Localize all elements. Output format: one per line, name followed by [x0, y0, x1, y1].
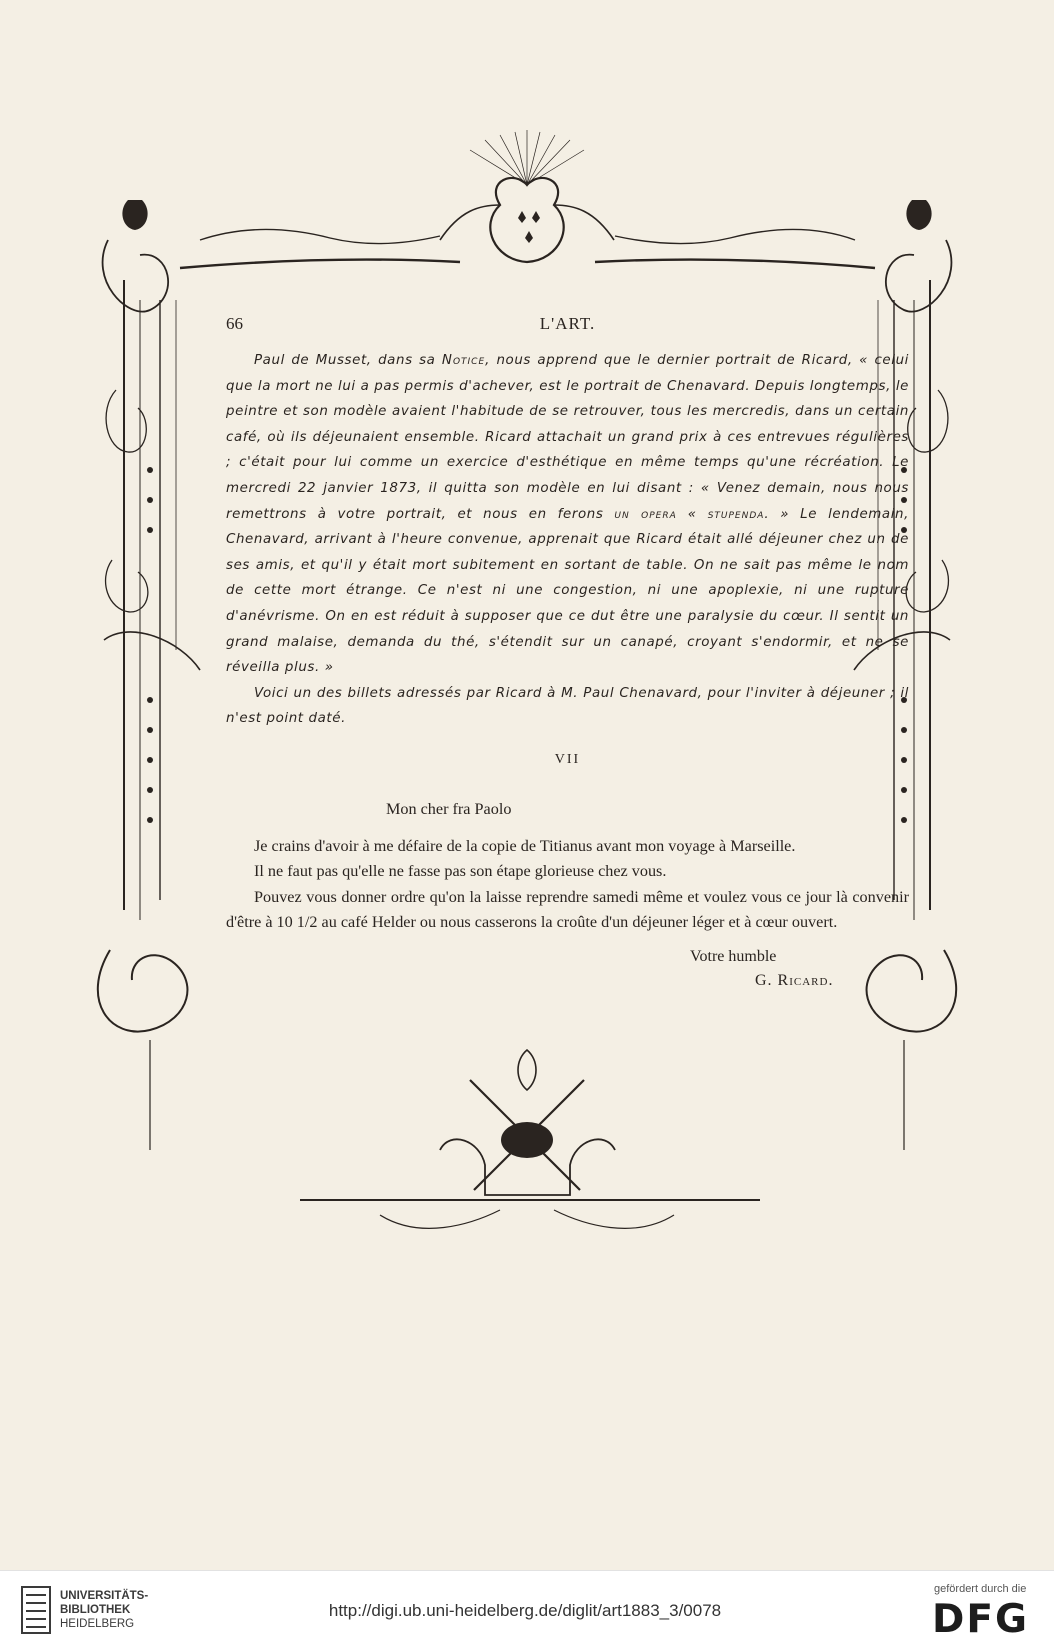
- institution-line-3: HEIDELBERG: [60, 1618, 135, 1630]
- intro-paragraph-2: Voici un des billets adressés par Ricard à M. Paul Chenavard, pour l'inviter à déjeuner ; il n'est point daté.: [226, 685, 909, 727]
- permalink-url[interactable]: http://digi.ub.uni-heidelberg.de/diglit/art1883_3/0078: [328, 1601, 722, 1620]
- journal-title: L'ART.: [539, 314, 596, 333]
- letter-paragraph-3: Pouvez vous donner ordre qu'on la laisse reprendre samedi même et voulez vous ce jour là convenir d'être à 10 1/2 au café Helder ou nous casserons la croûte d'un déjeuner léger et à cœur ouvert.: [226, 887, 909, 931]
- intro-text-part: . » Le lendemain, Chenavard, arrivant à l'heure convenue, apprenait que Ricard était allé déjeuner chez un de ses amis, et qu'il y était mort subitement en sortant de table. On ne sait pas même le nom de cette mort étrange. Ce n'est ni une congestion, ni une apoplexie, ni une rupture d'anévrisme. On en est réduit à supposer que ce dut être une paralysie du cœur. Il sentit un grand malaise, demanda du thé, s'étendit sur un canapé, croyant s'endormir, et ne se réveilla plus. »: [226, 506, 909, 676]
- institution-line-2: BIBLIOTHEK: [60, 1604, 131, 1616]
- footer-band: [0, 1570, 1054, 1650]
- letter-closing: Votre humble: [690, 948, 777, 965]
- intro-text-part: , nous apprend que le dernier portrait de Ricard, « celui que la mort ne lui a pas permis d'achever, est le portrait de Chenavard. Depuis longtemps, le peintre et son modèle avaient l'habitude de se retrouver, tous les mercredis, dans un certain café, où ils déjeunaient ensemble. Ricard attachait un grand prix à ces entrevues régulières ; c'était pour lui comme un exercice d'esthétique en même temps qu'une récréation. Le mercredi 22 janvier 1873, il quitta son modèle en lui disant : « Venez demain, nous nous remettrons à votre portrait, et nous en ferons: [226, 353, 909, 522]
- section-number: VII: [554, 752, 581, 767]
- letter-paragraph-1: Je crains d'avoir à me défaire de la copie de Titianus avant mon voyage à Marseille.: [254, 836, 796, 855]
- page-number: 66: [226, 314, 243, 333]
- stupenda-phrase: stupenda: [707, 506, 765, 522]
- letter-paragraph-2: Il ne faut pas qu'elle ne fasse pas son étape glorieuse chez vous.: [254, 862, 667, 880]
- institution-name: [60, 1589, 148, 1631]
- university-seal-icon: [20, 1585, 52, 1635]
- introductory-text: [226, 348, 909, 732]
- dfg-logo: DFG: [932, 1597, 1030, 1642]
- letter-salutation: Mon cher fra Paolo: [386, 800, 512, 818]
- intro-text-part: «: [676, 506, 708, 522]
- letter-signature: G. Ricard.: [755, 972, 834, 989]
- intro-paragraph-1: [226, 348, 909, 681]
- letter-body: [226, 797, 909, 936]
- funded-by-label: gefördert durch die: [934, 1583, 1027, 1595]
- intro-text-part: Paul de Musset, dans sa: [254, 353, 442, 368]
- institution-line-1: UNIVERSITÄTS-: [60, 1590, 149, 1602]
- opera-phrase: un opera: [614, 506, 677, 522]
- notice-title: Notice: [441, 353, 486, 368]
